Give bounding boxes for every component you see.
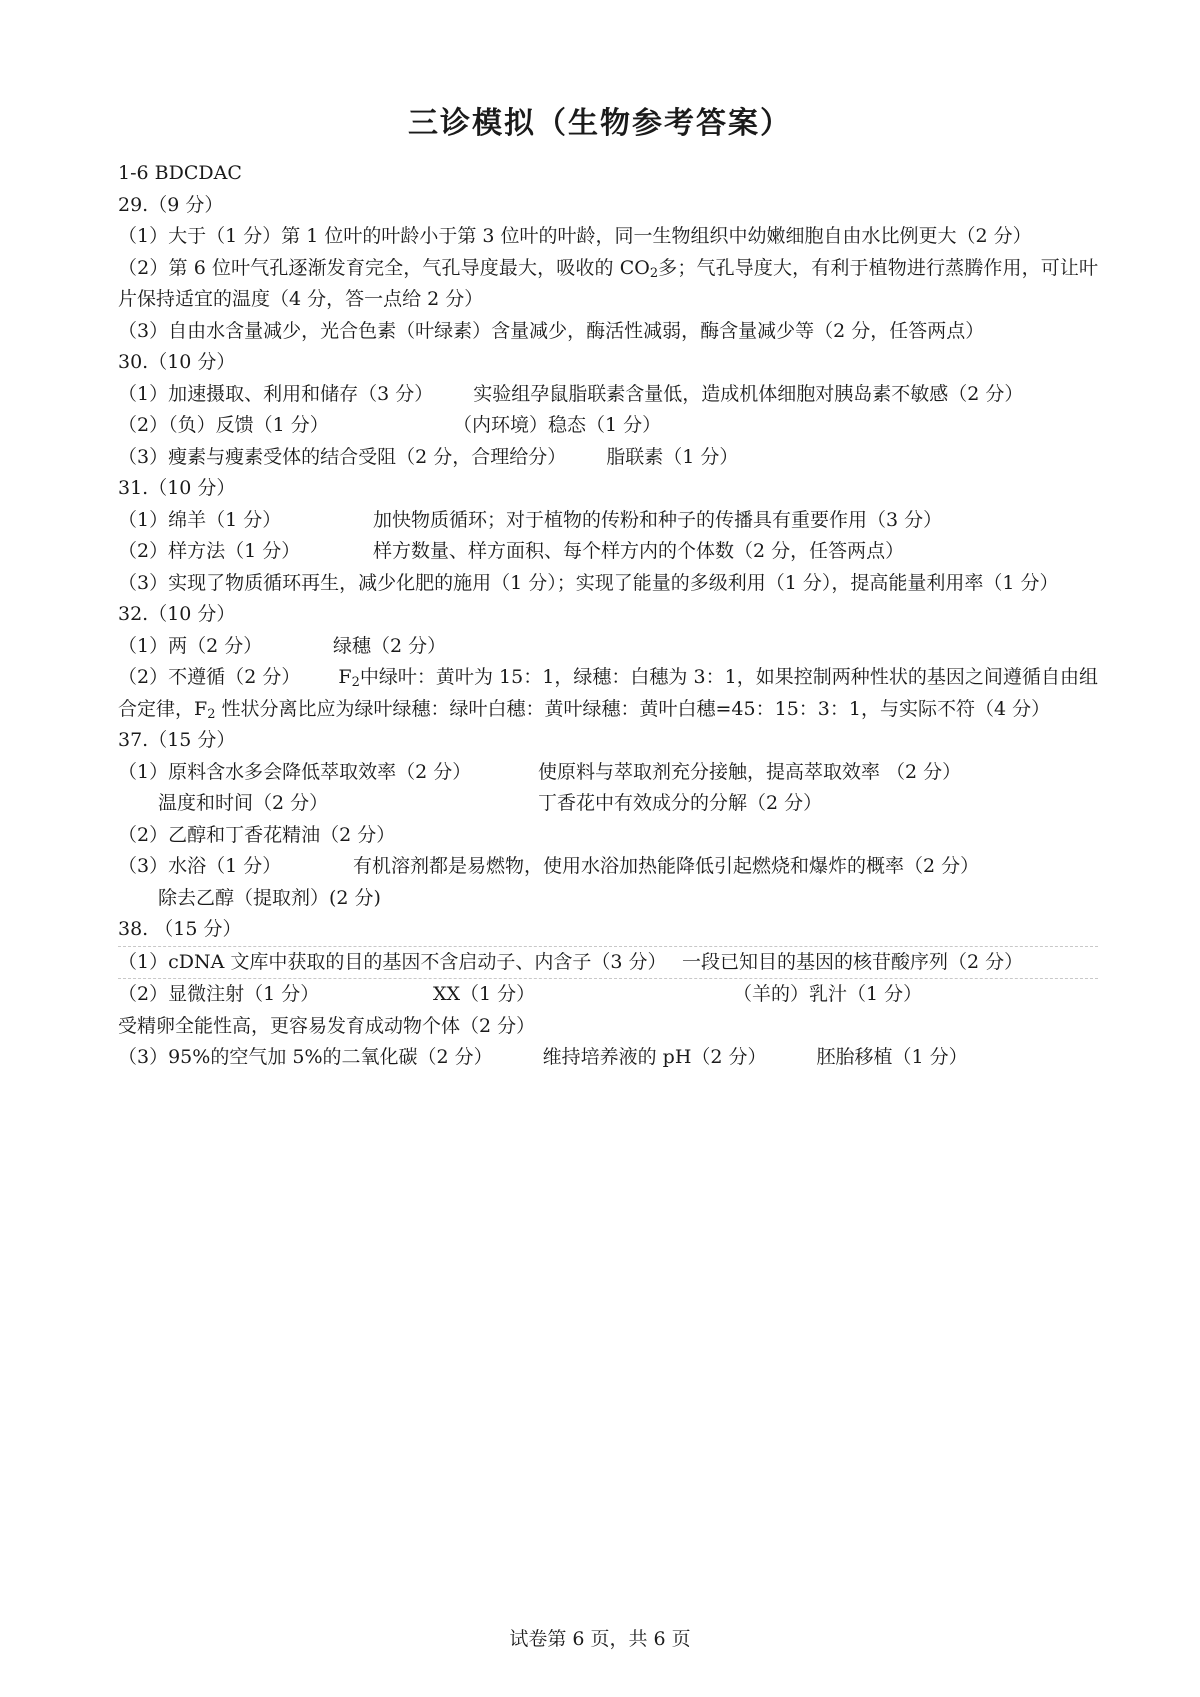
q30-answer-2a: （2）（负）反馈（1 分） [118,414,329,436]
q38-answer-2d: 受精卵全能性高，更容易发育成动物个体（2 分） [118,1014,536,1037]
f2-subscript-2: 2 [207,706,216,722]
q38-answer-2 [118,979,1098,1011]
q37-answer-1c: 温度和时间（2 分） [158,792,329,814]
q38-answer-2a: （2）显微注射（1 分） [118,983,320,1005]
choice-answers: 1-6 BDCDAC [118,162,242,184]
q31-answer-1 [118,505,1098,537]
q29-answer-2-pre: （2）第 6 位叶气孔逐渐发育完全，气孔导度最大，吸收的 CO [118,256,650,279]
q38-answer-1: （1）cDNA 文库中获取的目的基因不含启动子、内含子（3 分） 一段已知目的基因的核苷酸序列（2 分） [118,946,1098,980]
co2-subscript: 2 [649,265,659,281]
q38-heading: 38. （15 分） [118,918,242,940]
f2-subscript: 2 [351,675,360,690]
page-title: 三诊模拟（生物参考答案） [408,106,792,141]
page-footer: 试卷第 6 页，共 6 页 [509,1628,691,1650]
q38-answer-3a: （3）95%的空气加 5%的二氧化碳（2 分） [118,1046,493,1068]
q30-answer-1a: （1）加速摄取、利用和储存（3 分） [118,382,434,405]
answer-content [118,158,1098,1074]
q29-answer-3: （3）自由水含量减少，光合色素（叶绿素）含量减少，酶活性减弱，酶含量减少等（2 分，任答两点） [118,319,985,342]
q37-answer-1d: 丁香花中有效成分的分解（2 分） [538,792,823,814]
q37-answer-3c: 除去乙醇（提取剂）(2 分) [158,886,381,909]
q31-answer-2 [118,536,1098,568]
q30-answer-2b: （内环境）稳态（1 分） [453,414,662,436]
q29-answer-2 [118,253,1098,316]
q37-answer-3b: 有机溶剂都是易燃物，使用水浴加热能降低引起燃烧和爆炸的概率（2 分） [353,855,980,877]
q30-answer-1 [118,379,1098,411]
q32-answer-2 [118,662,1098,725]
q31-answer-1b: 加快物质循环；对于植物的传粉和种子的传播具有重要作用（3 分） [373,508,943,531]
q31-answer-1a: （1）绵羊（1 分） [118,508,282,531]
q30-answer-3a: （3）瘦素与瘦素受体的结合受阻（2 分，合理给分） [118,445,567,468]
q37-answer-2: （2）乙醇和丁香花精油（2 分） [118,823,396,846]
q38-answer-3 [118,1042,1098,1074]
q30-answer-1b: 实验组孕鼠脂联素含量低，造成机体细胞对胰岛素不敏感（2 分） [473,382,1024,405]
q38-answer-3b: 维持培养液的 pH（2 分） [542,1046,767,1068]
q32-answer-2a: （2）不遵循（2 分） [118,666,301,688]
q32-answer-1a: （1）两（2 分） [118,634,263,657]
q31-answer-2a: （2）样方法（1 分） [118,540,301,562]
q32-answer-1b: 绿穗（2 分） [333,634,447,657]
q37-heading: 37.（15 分） [118,729,236,751]
q32-answer-1 [118,631,1098,663]
q37-answer-1-cont [118,788,1098,820]
q32-heading: 32.（10 分） [118,603,236,625]
q30-answer-3b: 脂联素（1 分） [606,445,739,468]
q38-answer-2c: （羊的）乳汁（1 分） [733,983,923,1005]
q37-answer-1a: （1）原料含水多会降低萃取效率（2 分） [118,760,472,783]
q38-answer-2b: XX（1 分） [433,983,536,1005]
q32-f-label: F [338,666,352,688]
q30-answer-3 [118,442,1098,474]
q37-answer-1b: 使原料与萃取剂充分接触，提高萃取效率 （2 分） [538,760,962,783]
q37-answer-3a: （3）水浴（1 分） [118,855,282,877]
q32-answer-2-mid: 中绿叶：黄叶为 15：1，绿穗：白穗为 3：1，如果控制两种性状的基因之间遵循自由组合定律，F [118,666,1098,720]
q30-heading: 30.（10 分） [118,351,236,373]
q37-answer-1 [118,757,1098,789]
q31-answer-2b: 样方数量、样方面积、每个样方内的个体数（2 分，任答两点） [373,540,905,562]
q29-answer-2-post: 多；气孔导度大，有利于植物进行蒸腾作用，可让叶片保持适宜的温度（4 分，答一点给 2 分） [118,256,1098,310]
q30-answer-2 [118,410,1098,442]
q32-answer-2-post: 性状分离比应为绿叶绿穗：绿叶白穗：黄叶绿穗：黄叶白穗=45：15：3：1，与实际不符（4 分） [215,697,1051,720]
q31-answer-3: （3）实现了物质循环再生，减少化肥的施用（1 分）；实现了能量的多级利用（1 分），提高能量利用率（1 分） [118,571,1059,594]
q38-answer-3c: 胚胎移植（1 分） [816,1046,968,1068]
q37-answer-3 [118,851,1098,883]
q31-heading: 31.（10 分） [118,477,236,499]
q29-answer-1: （1）大于（1 分）第 1 位叶的叶龄小于第 3 位叶的叶龄，同一生物组织中幼嫩细胞自由水比例更大（2 分） [118,225,1032,247]
q29-heading: 29.（9 分） [118,193,224,216]
